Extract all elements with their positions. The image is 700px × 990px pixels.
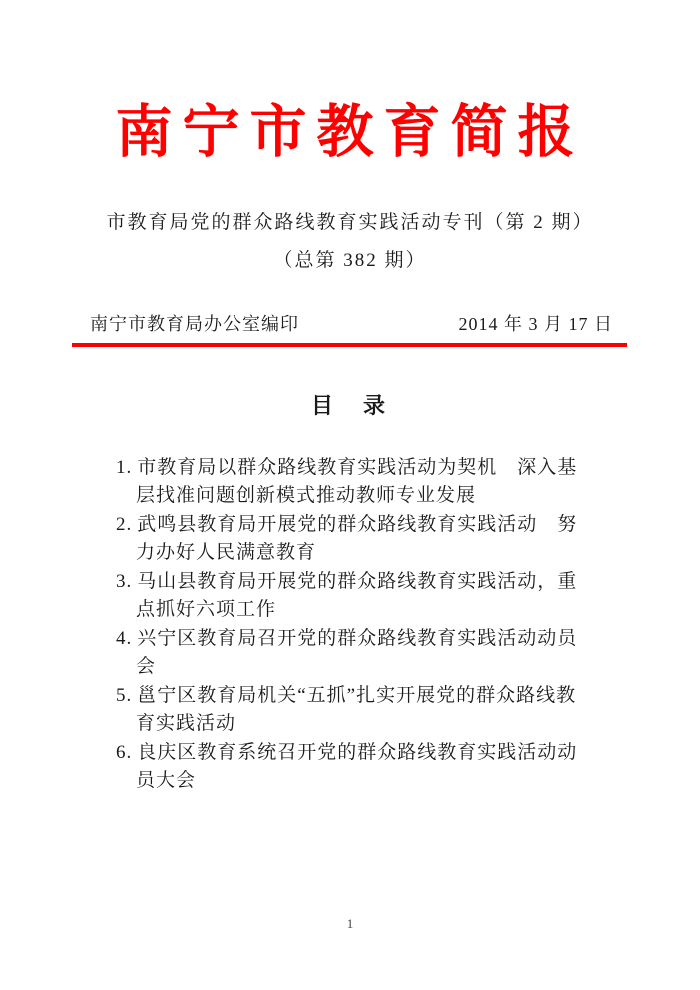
toc-item-number: 1. — [116, 456, 133, 478]
toc-item-number: 5. — [116, 684, 133, 706]
toc-item — [116, 511, 588, 568]
toc-item-number: 4. — [116, 627, 133, 649]
publisher-name: 南宁市教育局办公室编印 — [90, 313, 299, 334]
toc-item — [116, 568, 588, 625]
toc-item-text: 马山县教育局开展党的群众路线教育实践活动，重点抓好六项工作 — [136, 570, 578, 621]
toc-list — [116, 454, 588, 796]
toc-item — [116, 739, 588, 796]
toc-item-text: 市教育局以群众路线教育实践活动为契机 深入基层找准问题创新模式推动教师专业发展 — [136, 456, 578, 507]
toc-item — [116, 454, 588, 511]
publish-date: 2014 年 3 月 17 日 — [458, 313, 613, 334]
toc-item-number: 6. — [116, 741, 133, 763]
publisher-row — [72, 310, 627, 336]
bulletin-title: 南宁市教育简报 — [115, 101, 585, 164]
masthead-divider-rule — [72, 343, 627, 347]
toc-item-number: 2. — [116, 513, 133, 535]
toc-item-text: 邕宁区教育局机关“五抓”扎实开展党的群众路线教育实践活动 — [136, 684, 577, 735]
toc-item-number: 3. — [116, 570, 133, 592]
toc-heading: 目 录 — [310, 392, 389, 418]
toc-item-text: 良庆区教育系统召开党的群众路线教育实践活动动员大会 — [136, 741, 578, 792]
toc-item-text: 武鸣县教育局开展党的群众路线教育实践活动 努力办好人民满意教育 — [136, 513, 578, 564]
issue-total-number: （总第 382 期） — [273, 249, 427, 271]
issue-subtitle: 市教育局党的群众路线教育实践活动专刊（第 2 期） — [106, 211, 594, 233]
toc-item-text: 兴宁区教育局召开党的群众路线教育实践活动动员会 — [136, 627, 578, 678]
toc-item — [116, 625, 588, 682]
page-number: 1 — [346, 916, 354, 931]
toc-item — [116, 682, 588, 739]
